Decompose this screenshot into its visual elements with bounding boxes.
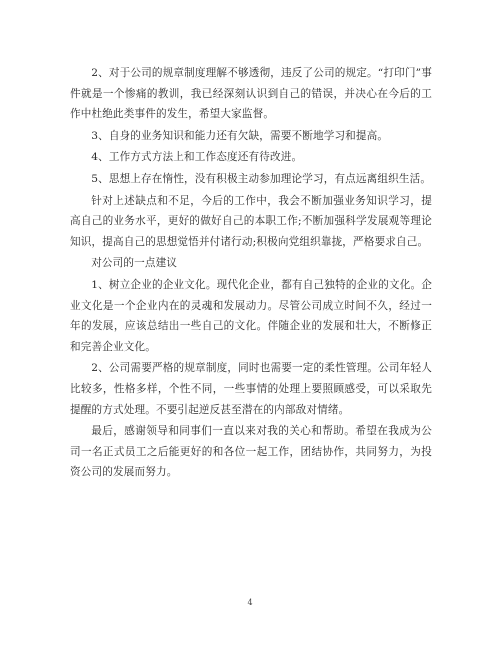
paragraph-suggestion-2: 2、公司需要严格的规章制度，同时也需要一定的柔性管理。公司年轻人比较多，性格多样，个性不同，一些事情的处理上要照顾感受，可以采取先提醒的方式处理。不要引起逆反甚至潜在的内部敌对情绪。 [70,362,432,416]
paragraph-improvement-plan: 针对上述缺点和不足，今后的工作中，我会不断加强业务知识学习，提高自己的业务水平，更好的做好自己的本职工作;不断加强科学发展观等理论知识，提高自己的思想觉悟并付诸行动;积极向党组织靠拢，严格要求自己。 [70,194,432,248]
paragraph-point-5: 5、思想上存在惰性，没有积极主动参加理论学习，有点远离组织生活。 [91,172,432,185]
section-heading-suggestions: 对公司的一点建议 [91,257,178,270]
paragraph-suggestion-1: 1、树立企业的企业文化。现代化企业，都有自己独特的企业的文化。企业文化是一个企业内在的灵魂和发展动力。尽管公司成立时间不久，经过一年的发展，应该总结出一些自己的文化。伴随企业的发展和壮大，不断修正和完善企业文化。 [70,278,432,353]
paragraph-point-3: 3、自身的业务知识和能力还有欠缺，需要不断地学习和提高。 [91,129,389,142]
paragraph-point-2: 2、对于公司的规章制度理解不够透彻，违反了公司的规定。“打印门”事件就是一个惨痛的教训，我已经深刻认识到自己的错误，并决心在今后的工作中杜绝此类事件的发生，希望大家监督。 [70,67,432,121]
document-body [70,63,432,484]
paragraph-closing: 最后，感谢领导和同事们一直以来对我的关心和帮助。希望在我成为公司一名正式员工之后能更好的和各位一起工作，团结协作，共同努力，为投资公司的发展而努力。 [70,425,432,479]
paragraph-point-4: 4、工作方式方法上和工作态度还有待改进。 [91,151,303,164]
page-number: 4 [247,598,253,607]
